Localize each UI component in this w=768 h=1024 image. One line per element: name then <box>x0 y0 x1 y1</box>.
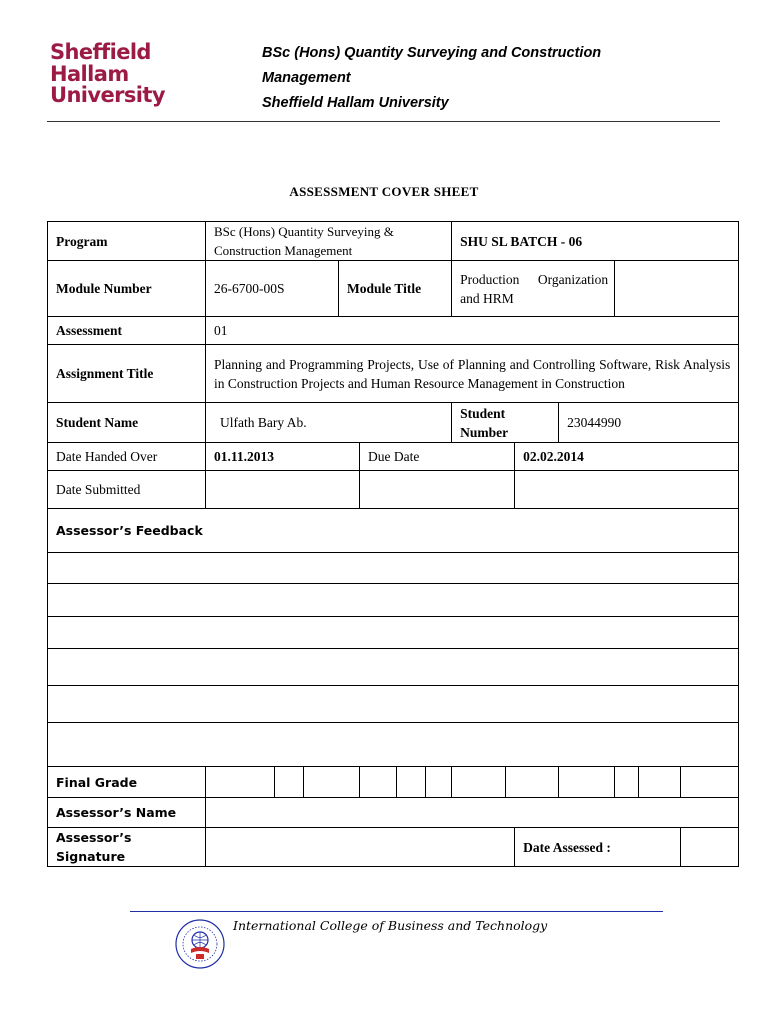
grade-box-5 <box>397 767 426 798</box>
feedback-line-5 <box>48 686 739 723</box>
assessor-feedback-row <box>48 509 739 553</box>
logo-line-3: University <box>50 83 165 107</box>
grade-box-9 <box>559 767 615 798</box>
assessor-signature-label: Assessor’s Signature <box>48 828 206 867</box>
module-title-blank <box>615 261 739 317</box>
module-row <box>48 261 739 317</box>
student-number-value: 23044990 <box>559 403 739 443</box>
grade-box-1 <box>206 767 275 798</box>
assessment-value: 01 <box>206 317 739 345</box>
feedback-line-6 <box>48 723 739 767</box>
grade-box-6 <box>426 767 452 798</box>
date-submitted-value <box>206 471 360 509</box>
grade-box-11 <box>639 767 681 798</box>
assignment-title-label: Assignment Title <box>48 345 206 403</box>
program-row <box>48 222 739 261</box>
course-header-line-2: Management <box>262 70 351 86</box>
assignment-title-value: Planning and Programming Projects, Use of Planning and Controlling Software, Risk Analysis in Construction Projects and Human Resource Management in Construction <box>206 345 739 403</box>
cover-sheet-table <box>47 221 739 867</box>
batch-label: SHU SL BATCH - 06 <box>452 222 739 261</box>
feedback-line-3 <box>48 617 739 649</box>
student-name-label: Student Name <box>48 403 206 443</box>
program-value: BSc (Hons) Quantity Surveying & Construction Management <box>206 222 452 261</box>
logo-line-2: Hallam <box>50 61 129 86</box>
date-handed-row <box>48 443 739 471</box>
final-grade-row <box>48 767 739 798</box>
module-title-value: Production Organization and HRM <box>452 261 615 317</box>
assessor-name-value <box>206 798 739 828</box>
assessor-signature-value <box>206 828 515 867</box>
assignment-title-row <box>48 345 739 403</box>
date-submitted-blank-1 <box>360 471 515 509</box>
grade-box-8 <box>506 767 559 798</box>
college-emblem-icon <box>174 918 226 970</box>
date-submitted-label: Date Submitted <box>48 471 206 509</box>
date-handed-over-value: 01.11.2013 <box>206 443 360 471</box>
student-number-label: Student Number <box>452 403 559 443</box>
assessor-name-label: Assessor’s Name <box>48 798 206 828</box>
feedback-line-2 <box>48 584 739 617</box>
assessor-feedback-label: Assessor’s Feedback <box>48 509 739 553</box>
grade-box-2 <box>275 767 304 798</box>
due-date-label: Due Date <box>360 443 515 471</box>
grade-box-7 <box>452 767 506 798</box>
feedback-line-4 <box>48 649 739 686</box>
grade-box-10 <box>615 767 639 798</box>
feedback-line <box>48 686 739 723</box>
student-name-value: Ulfath Bary Ab. <box>206 403 452 443</box>
date-submitted-blank-2 <box>515 471 739 509</box>
date-submitted-row <box>48 471 739 509</box>
feedback-line-1 <box>48 553 739 584</box>
college-name: International College of Business and Technology <box>233 918 548 933</box>
feedback-line <box>48 584 739 617</box>
assessment-row <box>48 317 739 345</box>
student-row <box>48 403 739 443</box>
date-handed-over-label: Date Handed Over <box>48 443 206 471</box>
feedback-line <box>48 723 739 767</box>
final-grade-label: Final Grade <box>48 767 206 798</box>
grade-box-12 <box>681 767 739 798</box>
course-header-line-1: BSc (Hons) Quantity Surveying and Construction <box>262 45 602 61</box>
assessor-name-row <box>48 798 739 828</box>
feedback-line <box>48 649 739 686</box>
module-title-label: Module Title <box>339 261 452 317</box>
course-header <box>262 41 601 116</box>
logo-line-1: Sheffield <box>50 40 151 64</box>
grade-box-3 <box>304 767 360 798</box>
grade-box-4 <box>360 767 397 798</box>
page-title: ASSESSMENT COVER SHEET <box>289 184 479 199</box>
program-label: Program <box>48 222 206 261</box>
header-divider <box>47 121 720 122</box>
university-logo <box>50 42 165 107</box>
date-assessed-label: Date Assessed : <box>515 828 681 867</box>
feedback-line <box>48 617 739 649</box>
assessor-signature-row <box>48 828 739 867</box>
assessment-label: Assessment <box>48 317 206 345</box>
due-date-value: 02.02.2014 <box>515 443 739 471</box>
date-assessed-value <box>681 828 739 867</box>
footer-divider <box>130 911 663 912</box>
module-number-label: Module Number <box>48 261 206 317</box>
feedback-line <box>48 553 739 584</box>
module-number-value: 26-6700-00S <box>206 261 339 317</box>
course-header-line-3: Sheffield Hallam University <box>262 95 449 111</box>
